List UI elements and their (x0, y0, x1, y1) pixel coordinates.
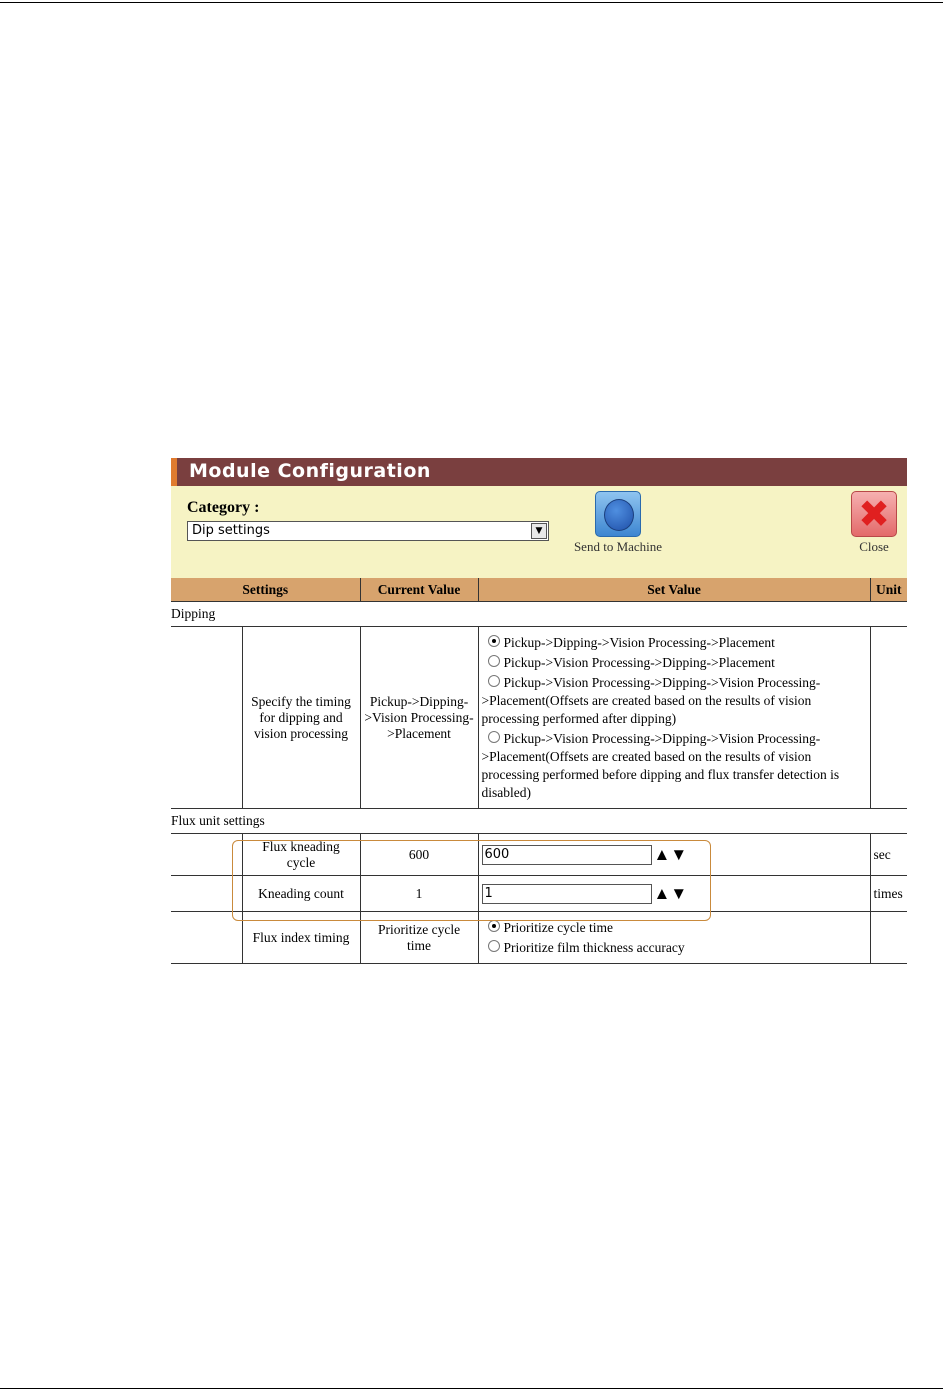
title-bar (171, 458, 907, 486)
table-row (171, 627, 907, 809)
window-title: Module Configuration (189, 460, 431, 482)
set-value-radio-group (478, 912, 870, 964)
unit-label: sec (870, 834, 907, 876)
category-label: Category : (187, 499, 260, 516)
radio-button-selected[interactable] (488, 635, 500, 647)
current-value: 600 (360, 834, 478, 876)
setting-name: Kneading count (242, 876, 360, 912)
radio-button[interactable] (488, 675, 500, 687)
radio-option[interactable]: Prioritize cycle time (482, 919, 870, 937)
header-unit: Unit (870, 578, 907, 602)
radio-option[interactable]: Pickup->Vision Processing->Dipping->Vision Processing->Placement(Offsets are created based on the results of vision processing performed after dipping) (481, 674, 821, 726)
send-to-machine-button[interactable] (563, 491, 673, 555)
close-label: Close (859, 539, 889, 554)
table-row (171, 912, 907, 964)
settings-table (171, 578, 907, 964)
spin-arrows-icon[interactable]: ▲▼ (653, 883, 688, 903)
category-select[interactable] (187, 521, 549, 541)
radio-button[interactable] (488, 731, 500, 743)
radio-button-selected[interactable] (488, 920, 500, 932)
kneading-cycle-input[interactable]: 600 (482, 845, 652, 865)
spin-arrows-icon[interactable]: ▲▼ (653, 844, 688, 864)
toolbar (171, 486, 907, 578)
header-set-value: Set Value (478, 578, 870, 602)
setting-name: Flux index timing (242, 912, 360, 964)
radio-option[interactable]: Pickup->Vision Processing->Dipping->Vision Processing->Placement(Offsets are created based on the results of vision processing performed before dipping and flux transfer detection is disabled) (481, 730, 840, 800)
table-row (171, 876, 907, 912)
category-selected-value: Dip settings (192, 523, 270, 538)
section-label-dipping: Dipping (171, 602, 907, 627)
setting-name: Flux kneading cycle (242, 834, 360, 876)
section-label-flux: Flux unit settings (171, 809, 907, 834)
module-configuration-panel (171, 458, 907, 970)
radio-option[interactable]: Pickup->Vision Processing->Dipping->Placement (482, 654, 870, 672)
header-current-value: Current Value (360, 578, 478, 602)
radio-option[interactable]: Pickup->Dipping->Vision Processing->Placement (482, 634, 870, 652)
close-button[interactable] (847, 491, 901, 555)
setting-name: Specify the timing for dipping and vision processing (242, 627, 360, 809)
section-row-dipping (171, 602, 907, 627)
send-icon (595, 491, 641, 537)
section-row-flux (171, 809, 907, 834)
chevron-down-icon[interactable]: ▼ (531, 523, 547, 539)
close-icon: ✖ (851, 491, 897, 537)
header-settings: Settings (171, 578, 360, 602)
current-value: 1 (360, 876, 478, 912)
unit-label: times (870, 876, 907, 912)
kneading-count-input[interactable]: 1 (482, 884, 652, 904)
page-bottom-rule (0, 1388, 943, 1389)
send-to-machine-label: Send to Machine (573, 539, 663, 554)
current-value: Prioritize cycle time (360, 912, 478, 964)
table-row (171, 834, 907, 876)
radio-button[interactable] (488, 940, 500, 952)
table-header-row (171, 578, 907, 602)
current-value: Pickup->Dipping->Vision Processing->Placement (360, 627, 478, 809)
page-top-rule (0, 2, 943, 3)
set-value-radio-group (478, 627, 870, 809)
radio-button[interactable] (488, 655, 500, 667)
radio-option[interactable]: Prioritize film thickness accuracy (482, 939, 870, 957)
